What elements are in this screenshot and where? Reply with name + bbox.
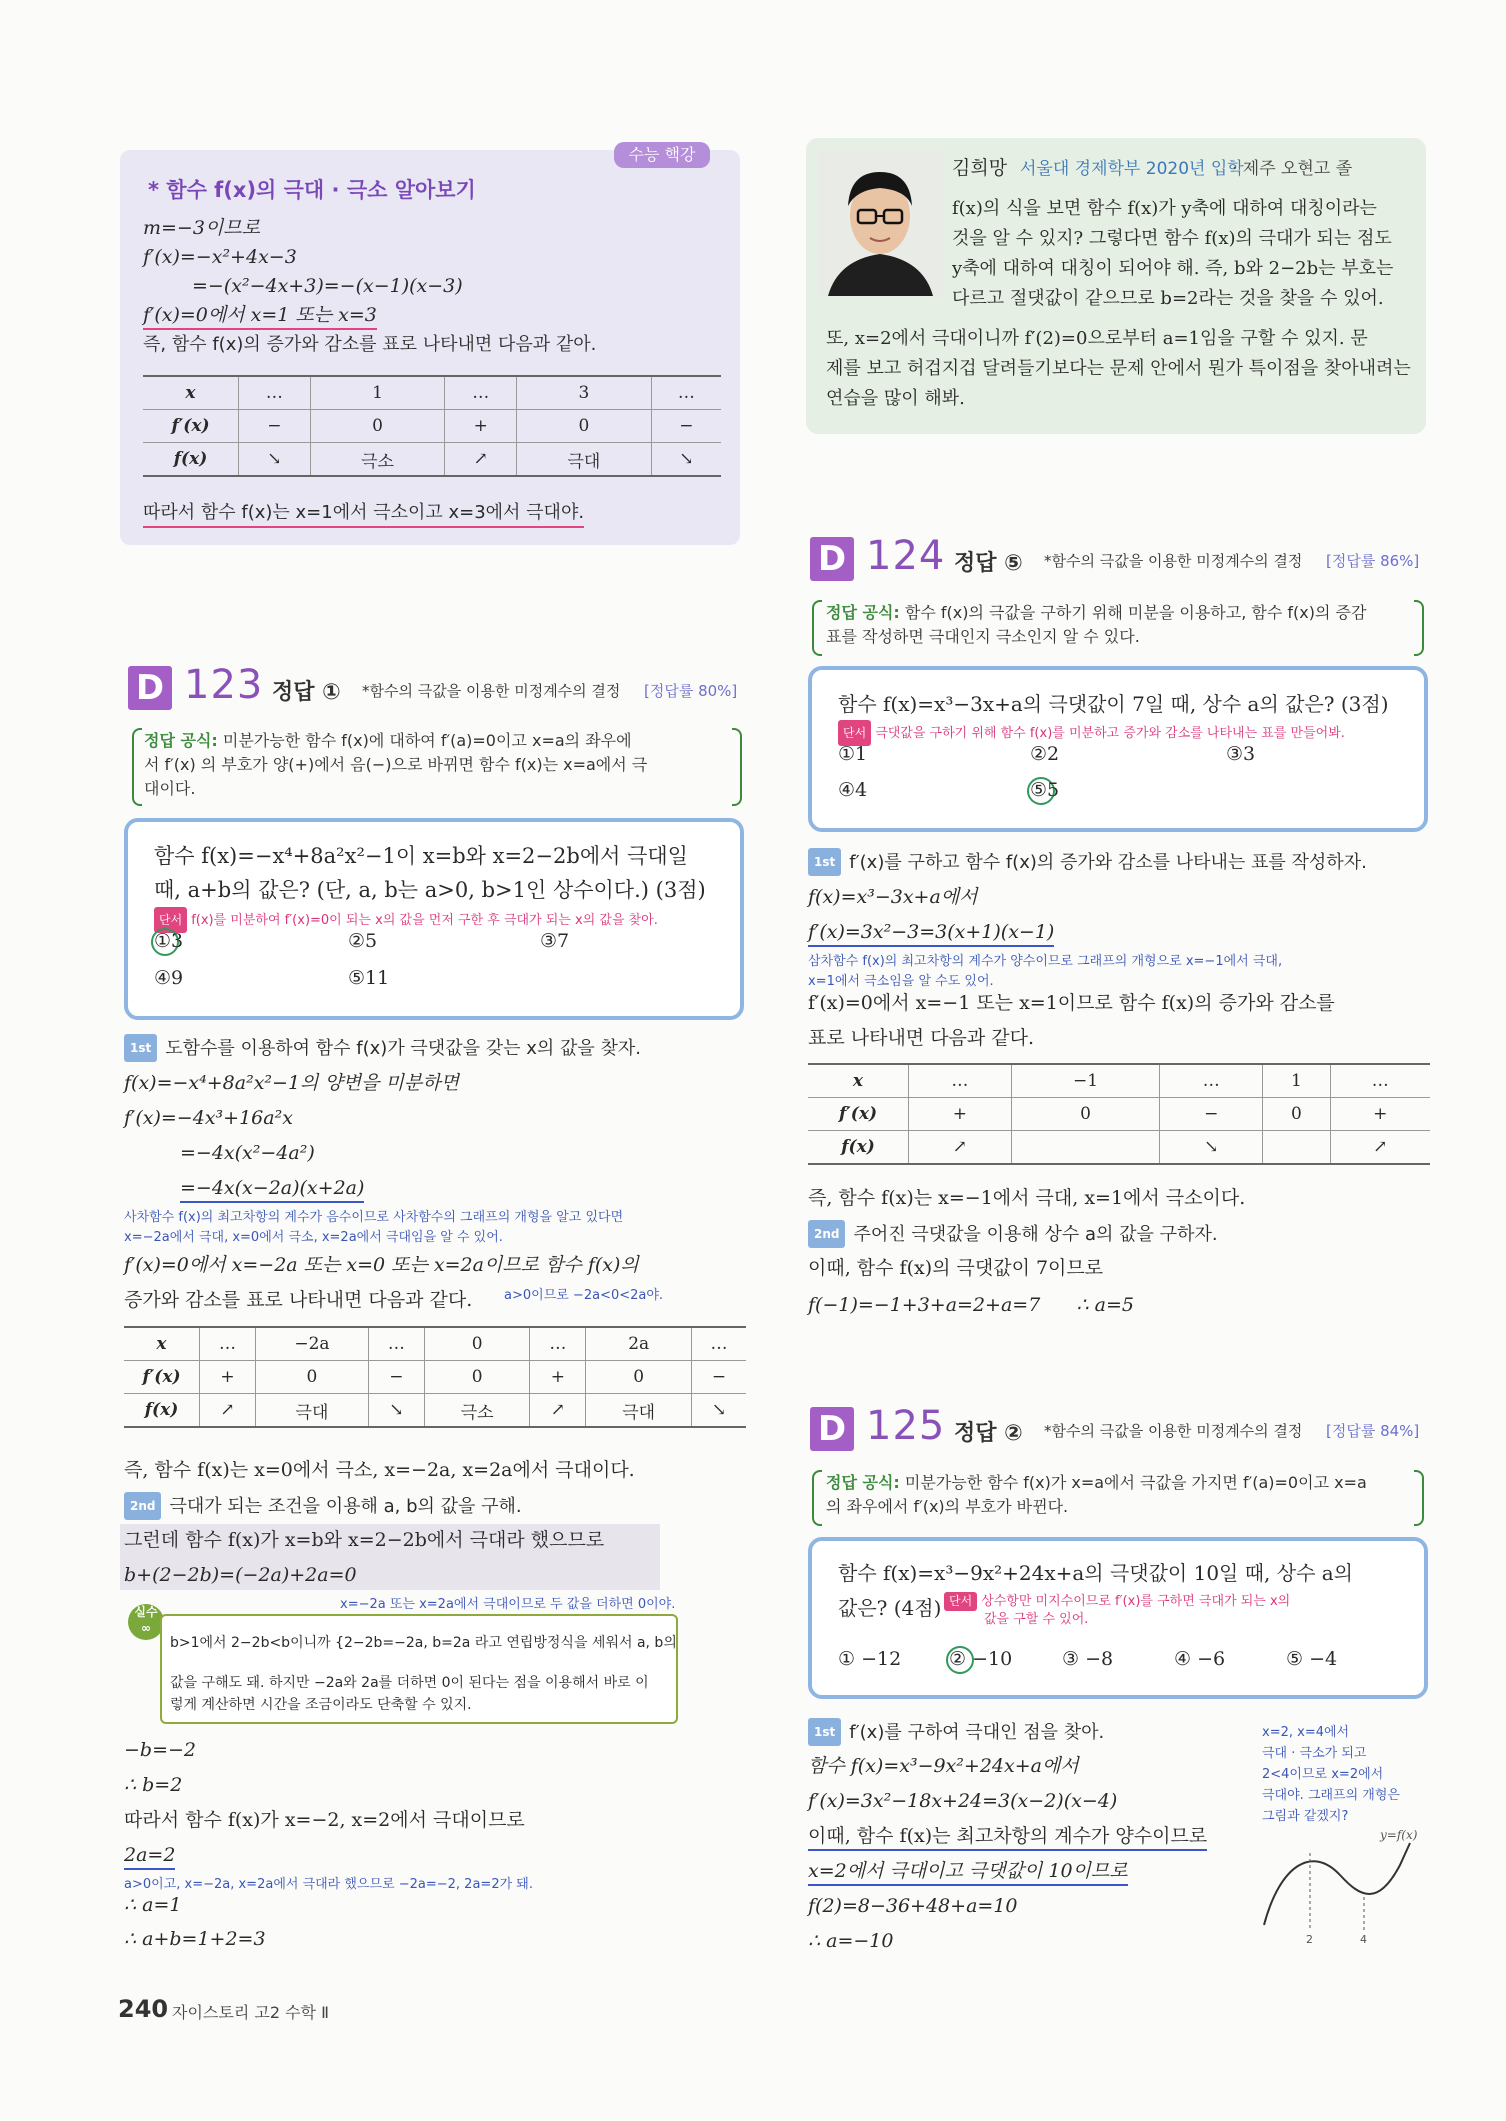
tip-line: 값을 구해도 돼. 하지만 −2a와 2a를 더하면 0이 된다는 점을 이용해서 바로 이 [170, 1675, 649, 1691]
solution-line: 따라서 함수 f(x)가 x=−2, x=2에서 극대이므로 [124, 1809, 525, 1831]
step-tag: 2nd [808, 1220, 845, 1248]
student-line: 다르고 절댓값이 같으므로 b=2라는 것을 찾을 수 있어. [952, 288, 1384, 309]
choice[interactable]: ④ −6 [1174, 1648, 1226, 1670]
cell: ↗ [445, 443, 517, 477]
solution-line: 이때, 함수 f(x)의 극댓값이 7이므로 [808, 1257, 1104, 1279]
solution-line: =−4x(x−2a)(x+2a) [180, 1175, 364, 1203]
book-title: 자이스토리 고2 수학 Ⅱ [172, 2003, 329, 2022]
student-photo [818, 150, 943, 296]
cell: − [239, 410, 311, 443]
problem-124-formula [826, 601, 1416, 649]
side-note: a>0이므로 −2a<0<2a야. [504, 1288, 664, 1303]
cell: 3 [517, 376, 652, 410]
choice[interactable]: ①3 [154, 930, 184, 952]
problem-124-question: 함수 f(x)=x³−3x+a의 극댓값이 7일 때, 상수 a의 값은? (3점) [838, 692, 1389, 716]
solution-line: ∴ b=2 [124, 1774, 183, 1796]
side-note: x=1에서 극소임을 알 수도 있어. [808, 974, 994, 989]
cell: 0 [310, 410, 445, 443]
formula-text: 의 좌우에서 f′(x)의 부호가 바뀐다. [826, 1497, 1069, 1516]
cell: x [808, 1064, 909, 1098]
problem-125-rate: [정답률 84%] [1326, 1422, 1420, 1440]
problem-125-letter: D [810, 1407, 854, 1451]
formula-label: 정답 공식: [826, 603, 900, 622]
formula-brace-left [132, 728, 142, 806]
page-number: 240 [118, 1995, 169, 2023]
cell: 0 [424, 1361, 529, 1394]
formula-brace-left [812, 600, 822, 656]
cell: 극소 [424, 1394, 529, 1428]
graph-label: y=f(x) [1380, 1828, 1418, 1842]
cell: + [909, 1098, 1012, 1131]
problem-124-hint [838, 718, 1345, 747]
hint-text: 상수항만 미지수이므로 f′(x)를 구하면 극대가 되는 x의 [981, 1594, 1291, 1609]
side-note: 극대 · 극소가 되고 [1262, 1746, 1367, 1761]
problem-124-answer: 정답 ⑤ [954, 551, 1023, 576]
solution-line: f(x)=x³−3x+a에서 [808, 886, 978, 908]
cell: + [1373, 1104, 1388, 1124]
choice[interactable]: ⑤5 [1030, 779, 1060, 801]
hint-text: f(x)를 미분하여 f′(x)=0이 되는 x의 값을 먼저 구한 후 극대가 되는 x의 값을 찾아. [191, 913, 658, 928]
problem-123-question: 때, a+b의 값은? (단, a, b는 a>0, b>1인 상수이다.) (3점) [154, 878, 706, 902]
cell [1263, 1131, 1330, 1165]
cell: 1 [1263, 1064, 1330, 1098]
cell: ↘ [368, 1394, 424, 1428]
step-tag: 1st [808, 1718, 841, 1746]
cell: − [1160, 1098, 1263, 1131]
cell: ↗ [909, 1131, 1012, 1165]
side-note: x=−2a에서 극대, x=0에서 극소, x=2a에서 극대임을 알 수 있어. [124, 1230, 503, 1245]
solution-line: 2a=2 [124, 1842, 175, 1870]
choice[interactable]: ④9 [154, 967, 184, 989]
problem-125-answer: 정답 ② [954, 1421, 1023, 1446]
solution-line: 증가와 감소를 표로 나타내면 다음과 같다. [124, 1289, 473, 1311]
choice[interactable]: ③7 [540, 930, 570, 952]
problem-123-hint [154, 905, 658, 934]
choice[interactable]: ②5 [348, 930, 378, 952]
solution-line: f(x)=−x⁴+8a²x²−1의 양변을 미분하면 [124, 1072, 459, 1094]
recap-title: * 함수 f(x)의 극대 · 극소 알아보기 [148, 178, 476, 202]
formula-text: 미분가능한 함수 f(x)가 x=a에서 극값을 가지면 f′(a)=0이고 x=a [904, 1473, 1367, 1492]
cell: 극대 [256, 1394, 369, 1428]
cell: ↗ [1373, 1137, 1388, 1157]
solution-line: ∴ a+b=1+2=3 [124, 1928, 266, 1950]
choice[interactable]: ⑤ −4 [1286, 1648, 1338, 1670]
solution-line: 즉, 함수 f(x)는 x=−1에서 극대, x=1에서 극소이다. [808, 1187, 1246, 1209]
student-line: 제를 보고 허겁지겁 달려들기보다는 문제 안에서 뭔가 특이점을 찾아내려는 [826, 358, 1411, 379]
step-1 [808, 848, 1367, 876]
solution-line: x=2에서 극대이고 극댓값이 10이므로 [808, 1858, 1128, 1886]
side-note: 2<4이므로 x=2에서 [1262, 1767, 1384, 1782]
cell: −1 [1011, 1064, 1160, 1098]
cell: … [239, 376, 311, 410]
cell: f′(x) [808, 1098, 909, 1131]
cell: + [445, 410, 517, 443]
cell: f(x) [124, 1394, 200, 1428]
cell: 0 [424, 1327, 529, 1361]
cell [1011, 1131, 1160, 1165]
cell: … [445, 376, 517, 410]
problem-125-hint [944, 1590, 1290, 1611]
solution-line: b+(2−2b)=(−2a)+2a=0 [124, 1564, 357, 1586]
step-tag: 2nd [124, 1492, 161, 1520]
cell: 0 [1263, 1098, 1330, 1131]
choice[interactable]: ③3 [1226, 743, 1256, 765]
solution-line: 함수 f(x)=x³−9x²+24x+a에서 [808, 1755, 1079, 1777]
cell: 0 [1011, 1098, 1160, 1131]
problem-125-question: 함수 f(x)=x³−9x²+24x+a의 극댓값이 10일 때, 상수 a의 [838, 1561, 1354, 1585]
formula-text: 서 f′(x) 의 부호가 양(+)에서 음(−)으로 바뀌면 함수 f(x)는 x=a에서 극 [144, 755, 648, 774]
formula-label: 정답 공식: [826, 1473, 900, 1492]
solution-line: 즉, 함수 f(x)는 x=0에서 극소, x=−2a, x=2a에서 극대이다. [124, 1459, 635, 1481]
step-2 [808, 1220, 1218, 1248]
recap-line: 즉, 함수 f(x)의 증가와 감소를 표로 나타내면 다음과 같아. [143, 334, 597, 355]
tip-icon: 실수 ∞ [128, 1604, 164, 1640]
hint-text: 값을 구할 수 있어. [984, 1612, 1089, 1627]
tip-line: 렇게 계산하면 시간을 조금이라도 단축할 수 있지. [170, 1697, 472, 1713]
student-line: 연습을 많이 해봐. [826, 388, 965, 409]
choice[interactable]: ② −10 [949, 1648, 1013, 1670]
hint-text: 극댓값을 구하기 위해 함수 f(x)를 미분하고 증가와 감소를 나타내는 표를 만들어봐. [875, 726, 1345, 741]
step-text: 도함수를 이용하여 함수 f(x)가 극댓값을 갖는 x의 값을 찾자. [165, 1038, 641, 1059]
cell: − [368, 1361, 424, 1394]
recap-conclusion: 따라서 함수 f(x)는 x=1에서 극소이고 x=3에서 극대야. [143, 500, 584, 528]
solution-line: =−4x(x²−4a²) [180, 1142, 315, 1164]
formula-text: 함수 f(x)의 극값을 구하기 위해 미분을 이용하고, 함수 f(x)의 증감 [904, 603, 1367, 622]
problem-123-question: 함수 f(x)=−x⁴+8a²x²−1이 x=b와 x=2−2b에서 극대일 [154, 844, 688, 868]
cell: ↗ [200, 1394, 256, 1428]
problem-123-formula [144, 729, 734, 801]
formula-text: 표를 작성하면 극대인지 극소인지 알 수 있다. [826, 627, 1140, 646]
step-text: 극대가 되는 조건을 이용해 a, b의 값을 구해. [169, 1496, 522, 1517]
problem-123-number: 123 [184, 662, 264, 708]
cell: … [200, 1327, 256, 1361]
solution-line: f′(x)=3x²−18x+24=3(x−2)(x−4) [808, 1790, 1118, 1812]
side-note: 극대야. 그래프의 개형은 [1262, 1788, 1400, 1803]
problem-124-table [808, 1063, 1430, 1165]
cell: … [1160, 1064, 1263, 1098]
solution-line: 이때, 함수 f(x)는 최고차항의 계수가 양수이므로 [808, 1823, 1207, 1851]
step-2 [124, 1492, 522, 1520]
cell: ↘ [679, 449, 694, 469]
student-hs: · 제주 오현고 졸 [1232, 159, 1353, 179]
tip-line: b>1에서 2−2b<b이니까 {2−2b=−2a, b=2a 라고 연립방정식을 세워서 a, b의 [170, 1635, 677, 1651]
problem-123-letter: D [128, 666, 172, 710]
side-note: 그림과 같겠지? [1262, 1809, 1349, 1824]
cell: f′(x) [143, 410, 239, 443]
step-text: 주어진 극댓값을 이용해 상수 a의 값을 구하자. [853, 1224, 1218, 1245]
choice[interactable]: ④4 [838, 779, 868, 801]
problem-123-rate: [정답률 80%] [644, 682, 738, 700]
recap-line: m=−3이므로 [143, 217, 261, 239]
cell: + [530, 1361, 586, 1394]
cell: x [143, 376, 239, 410]
cell: f(x) [143, 443, 239, 477]
hint-tag: 단서 [838, 720, 871, 746]
step-text: f′(x)를 구하여 극대인 점을 찾아. [849, 1722, 1105, 1743]
problem-124-number: 124 [866, 533, 946, 579]
problem-125-number: 125 [866, 1403, 946, 1449]
solution-line: f′(x)=3x²−3=3(x+1)(x−1) [808, 919, 1054, 947]
student-line: 또, x=2에서 극대이니까 f′(2)=0으로부터 a=1임을 구할 수 있지. 문 [826, 328, 1368, 349]
problem-123-answer: 정답 ① [272, 680, 341, 705]
cell: 극소 [310, 443, 445, 477]
student-line: 것을 알 수 있지? 그렇다면 함수 f(x)의 극대가 되는 점도 [952, 228, 1392, 249]
cell: f′(x) [124, 1361, 200, 1394]
step-1 [808, 1718, 1104, 1746]
cell: 0 [517, 410, 652, 443]
hint-tag: 단서 [944, 1592, 977, 1611]
cell: … [1371, 1071, 1389, 1091]
cell: ↘ [239, 443, 311, 477]
cell: … [710, 1334, 728, 1354]
solution-line: f′(x)=0에서 x=−2a 또는 x=0 또는 x=2a이므로 함수 f(x)의 [124, 1254, 639, 1276]
formula-text: 대이다. [144, 779, 196, 798]
side-note: x=−2a 또는 x=2a에서 극대이므로 두 값을 더하면 0이야. [340, 1597, 676, 1612]
student-name: 김희망 [952, 157, 1008, 179]
cell: −2a [256, 1327, 369, 1361]
problem-125-formula [826, 1471, 1416, 1519]
cell: 1 [310, 376, 445, 410]
problem-125-topic: *함수의 극값을 이용한 미정계수의 결정 [1044, 1422, 1303, 1440]
cell: … [368, 1327, 424, 1361]
recap-line: f′(x)=0에서 x=1 또는 x=3 [143, 302, 377, 330]
step-tag: 1st [808, 848, 841, 876]
side-note: a>0이고, x=−2a, x=2a에서 극대라 했으므로 −2a=−2, 2a=2가 돼. [124, 1877, 533, 1892]
cell: 극대 [586, 1394, 691, 1428]
formula-brace-left [812, 1470, 822, 1526]
cell: 2a [586, 1327, 691, 1361]
solution-line: 그런데 함수 f(x)가 x=b와 x=2−2b에서 극대라 했으므로 [124, 1529, 605, 1551]
recap-line: =−(x²−4x+3)=−(x−1)(x−3) [192, 275, 463, 297]
solution-line: ∴ a=1 [124, 1894, 182, 1916]
recap-line: f′(x)=−x²+4x−3 [143, 246, 297, 268]
problem-124-topic: *함수의 극값을 이용한 미정계수의 결정 [1044, 552, 1303, 570]
choice[interactable]: ①1 [838, 743, 868, 765]
solution-line: f′(x)=0에서 x=−1 또는 x=1이므로 함수 f(x)의 증가와 감소를 [808, 992, 1335, 1014]
cell: + [200, 1361, 256, 1394]
student-line: f(x)의 식을 보면 함수 f(x)가 y축에 대하여 대칭이라는 [952, 198, 1377, 219]
formula-label: 정답 공식: [144, 731, 218, 750]
problem-125-question: 값은? (4점) [838, 1596, 942, 1620]
problem-123-topic: *함수의 극값을 이용한 미정계수의 결정 [362, 682, 621, 700]
side-note: 사차함수 f(x)의 최고차항의 계수가 음수이므로 사차함수의 그래프의 개형을 알고 있다면 [124, 1210, 624, 1225]
formula-text: 미분가능한 함수 f(x)에 대하여 f′(a)=0이고 x=a의 좌우에 [222, 731, 632, 750]
cell: − [711, 1367, 727, 1387]
cell: … [677, 383, 695, 403]
cell: … [530, 1327, 586, 1361]
student-school: 서울대 경제학부 2020년 입학 [1020, 159, 1244, 179]
cell: ↗ [530, 1394, 586, 1428]
problem-124-rate: [정답률 86%] [1326, 552, 1420, 570]
recap-table [143, 375, 721, 477]
cell: … [909, 1064, 1012, 1098]
solution-line: f(−1)=−1+3+a=2+a=7 ∴ a=5 [808, 1294, 1135, 1316]
solution-line: ∴ a=−10 [808, 1930, 894, 1952]
problem-123-table [124, 1326, 746, 1428]
step-1 [124, 1034, 641, 1062]
student-line: y축에 대하여 대칭이 되어야 해. 즉, b와 2−2b는 부호는 [952, 258, 1394, 279]
choice[interactable]: ②2 [1030, 743, 1060, 765]
cell: ↘ [1160, 1131, 1263, 1165]
hint-tag: 단서 [154, 907, 187, 933]
solution-line: 표로 나타내면 다음과 같다. [808, 1027, 1035, 1049]
cell: − [679, 416, 694, 436]
choice[interactable]: ③ −8 [1062, 1648, 1114, 1670]
graph-tick: 2 [1306, 1933, 1313, 1945]
cell: f(x) [808, 1131, 909, 1165]
recap-badge: 수능 핵강 [614, 142, 710, 168]
cubic-graph-sketch [1260, 1825, 1430, 1945]
side-note: x=2, x=4에서 [1262, 1725, 1350, 1740]
graph-tick: 4 [1360, 1933, 1367, 1945]
problem-124-letter: D [810, 537, 854, 581]
step-tag: 1st [124, 1034, 157, 1062]
choice[interactable]: ⑤11 [348, 967, 390, 989]
cell: ↘ [711, 1400, 727, 1420]
step-text: f′(x)를 구하고 함수 f(x)의 증가와 감소를 나타내는 표를 작성하자. [849, 852, 1367, 873]
solution-line: f′(x)=−4x³+16a²x [124, 1107, 293, 1129]
solution-line: −b=−2 [124, 1739, 197, 1761]
solution-line: f(2)=8−36+48+a=10 [808, 1895, 1018, 1917]
cell: 0 [586, 1361, 691, 1394]
cell: 0 [256, 1361, 369, 1394]
choice[interactable]: ① −12 [838, 1648, 902, 1670]
cell: 극대 [517, 443, 652, 477]
cell: x [124, 1327, 200, 1361]
side-note: 삼차함수 f(x)의 최고차항의 계수가 양수이므로 그래프의 개형으로 x=−1에서 극대, [808, 954, 1283, 969]
